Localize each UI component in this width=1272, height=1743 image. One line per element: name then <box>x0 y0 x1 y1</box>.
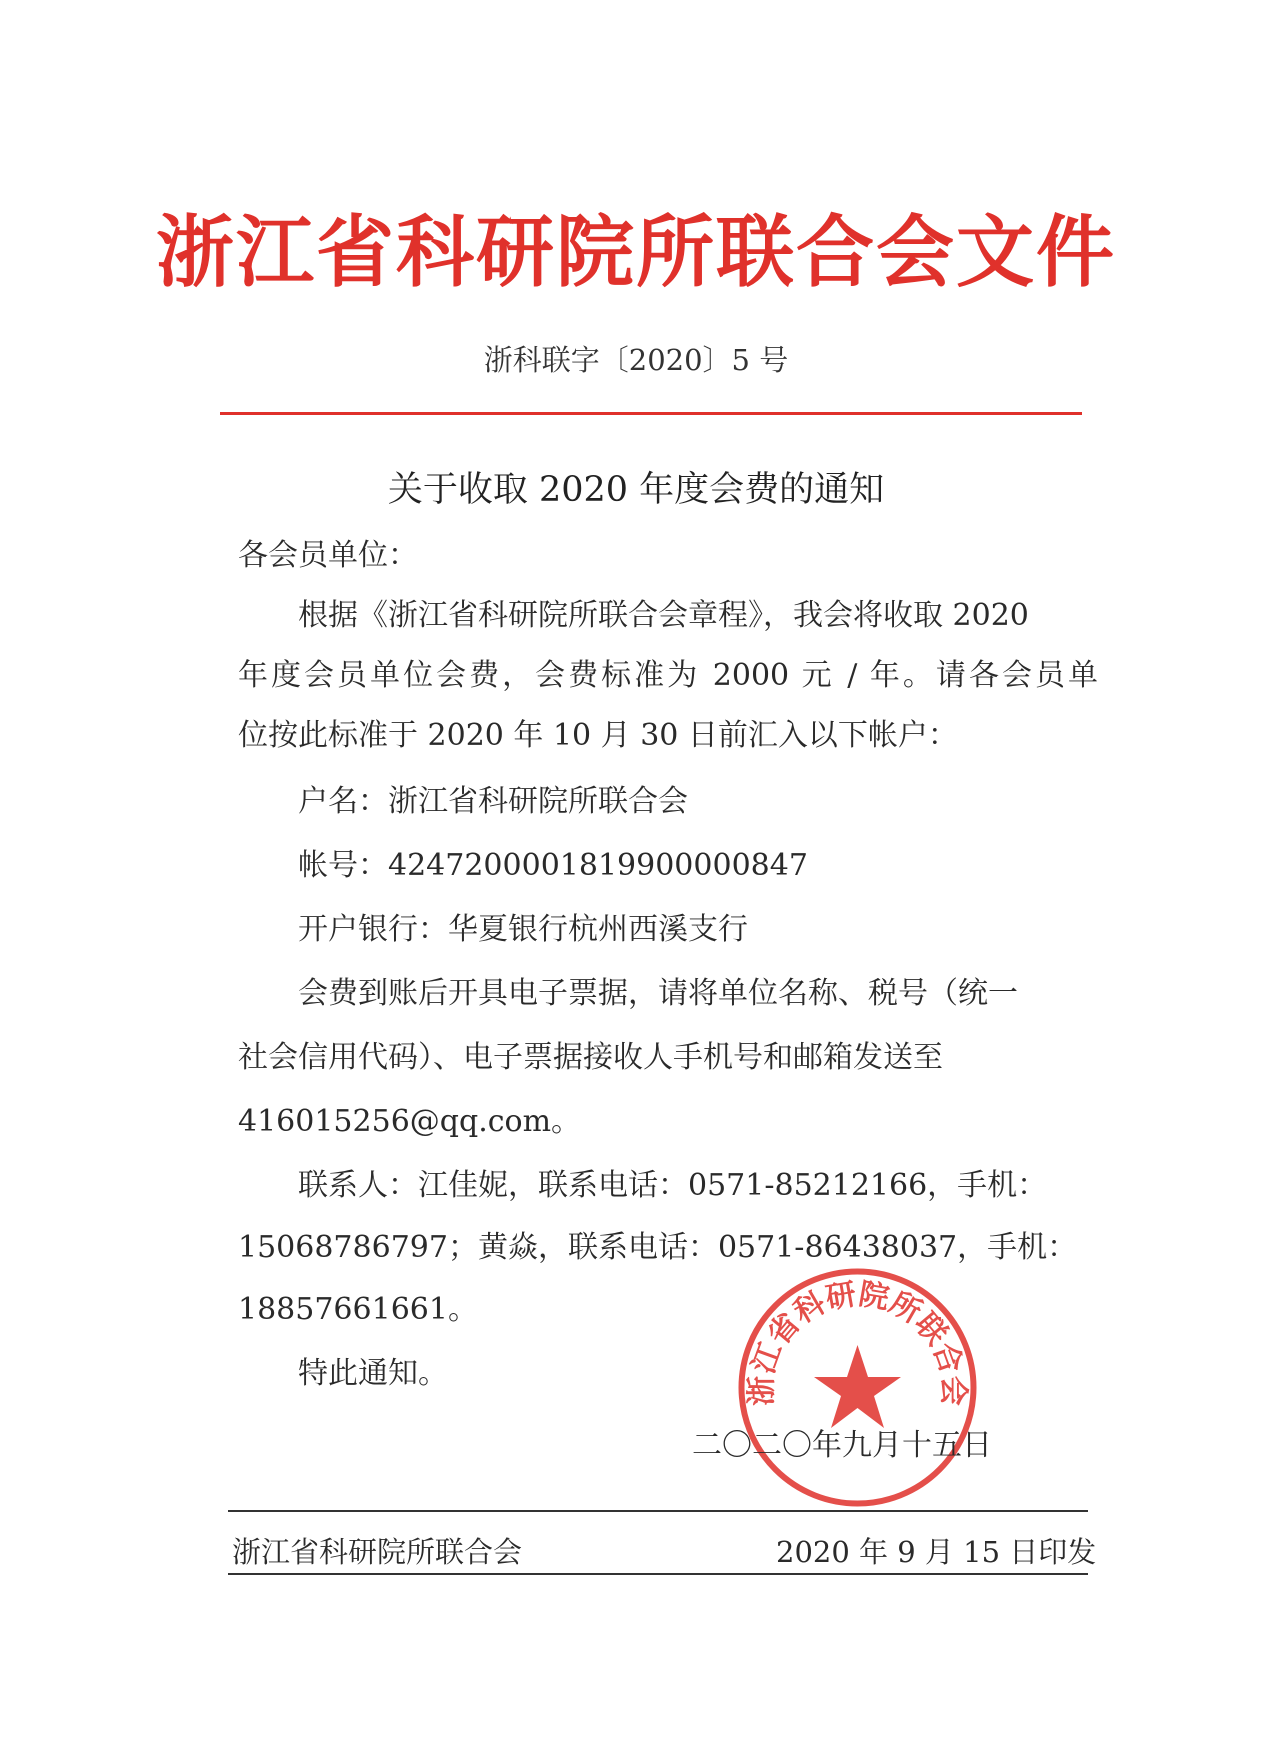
contact-line: 联系人：江佳妮，联系电话：0571-85212166，手机： <box>298 1168 1048 1203</box>
footer-print-date: 2020 年 9 月 15 日印发 <box>776 1535 1097 1569</box>
paragraph-line: 位按此标准于 2020 年 10 月 30 日前汇入以下帐户： <box>238 718 958 753</box>
paragraph-line: 会费到账后开具电子票据，请将单位名称、税号（统一 <box>298 976 1018 1011</box>
email-line: 416015256@qq.com。 <box>238 1104 582 1139</box>
official-seal <box>735 1265 980 1510</box>
seal-star-icon <box>814 1345 901 1428</box>
issue-date: 二〇二〇年九月十五日 <box>692 1428 992 1463</box>
salutation: 各会员单位： <box>238 538 418 573</box>
footer-bottom-rule <box>228 1573 1088 1575</box>
paragraph-line: 社会信用代码）、电子票据接收人手机号和邮箱发送至 <box>238 1040 943 1075</box>
footer-top-rule <box>228 1510 1088 1512</box>
account-number: 帐号：4247200001819900000847 <box>298 848 808 883</box>
bank-name: 开户银行：华夏银行杭州西溪支行 <box>298 912 748 947</box>
paragraph-line: 年度会员单位会费，会费标准为 2000 元 / 年。请各会员单 <box>238 658 1098 693</box>
notice-title: 关于收取 2020 年度会费的通知 <box>387 470 885 510</box>
footer-issuer: 浙江省科研院所联合会 <box>232 1535 523 1569</box>
document-number: 浙科联字〔2020〕5 号 <box>483 343 789 377</box>
seal-text: 浙江省科研院所联合会 <box>744 1276 971 1406</box>
red-divider <box>220 412 1082 415</box>
paragraph-line: 根据《浙江省科研院所联合会章程》，我会将收取 2020 <box>298 598 1029 633</box>
contact-line: 15068786797；黄焱，联系电话：0571-86438037，手机： <box>238 1230 1078 1265</box>
contact-line: 18857661661。 <box>238 1292 478 1327</box>
document-header-title: 浙江省科研院所联合会文件 <box>155 208 1116 298</box>
account-name: 户名：浙江省科研院所联合会 <box>298 784 688 819</box>
closing-text: 特此通知。 <box>298 1356 448 1391</box>
